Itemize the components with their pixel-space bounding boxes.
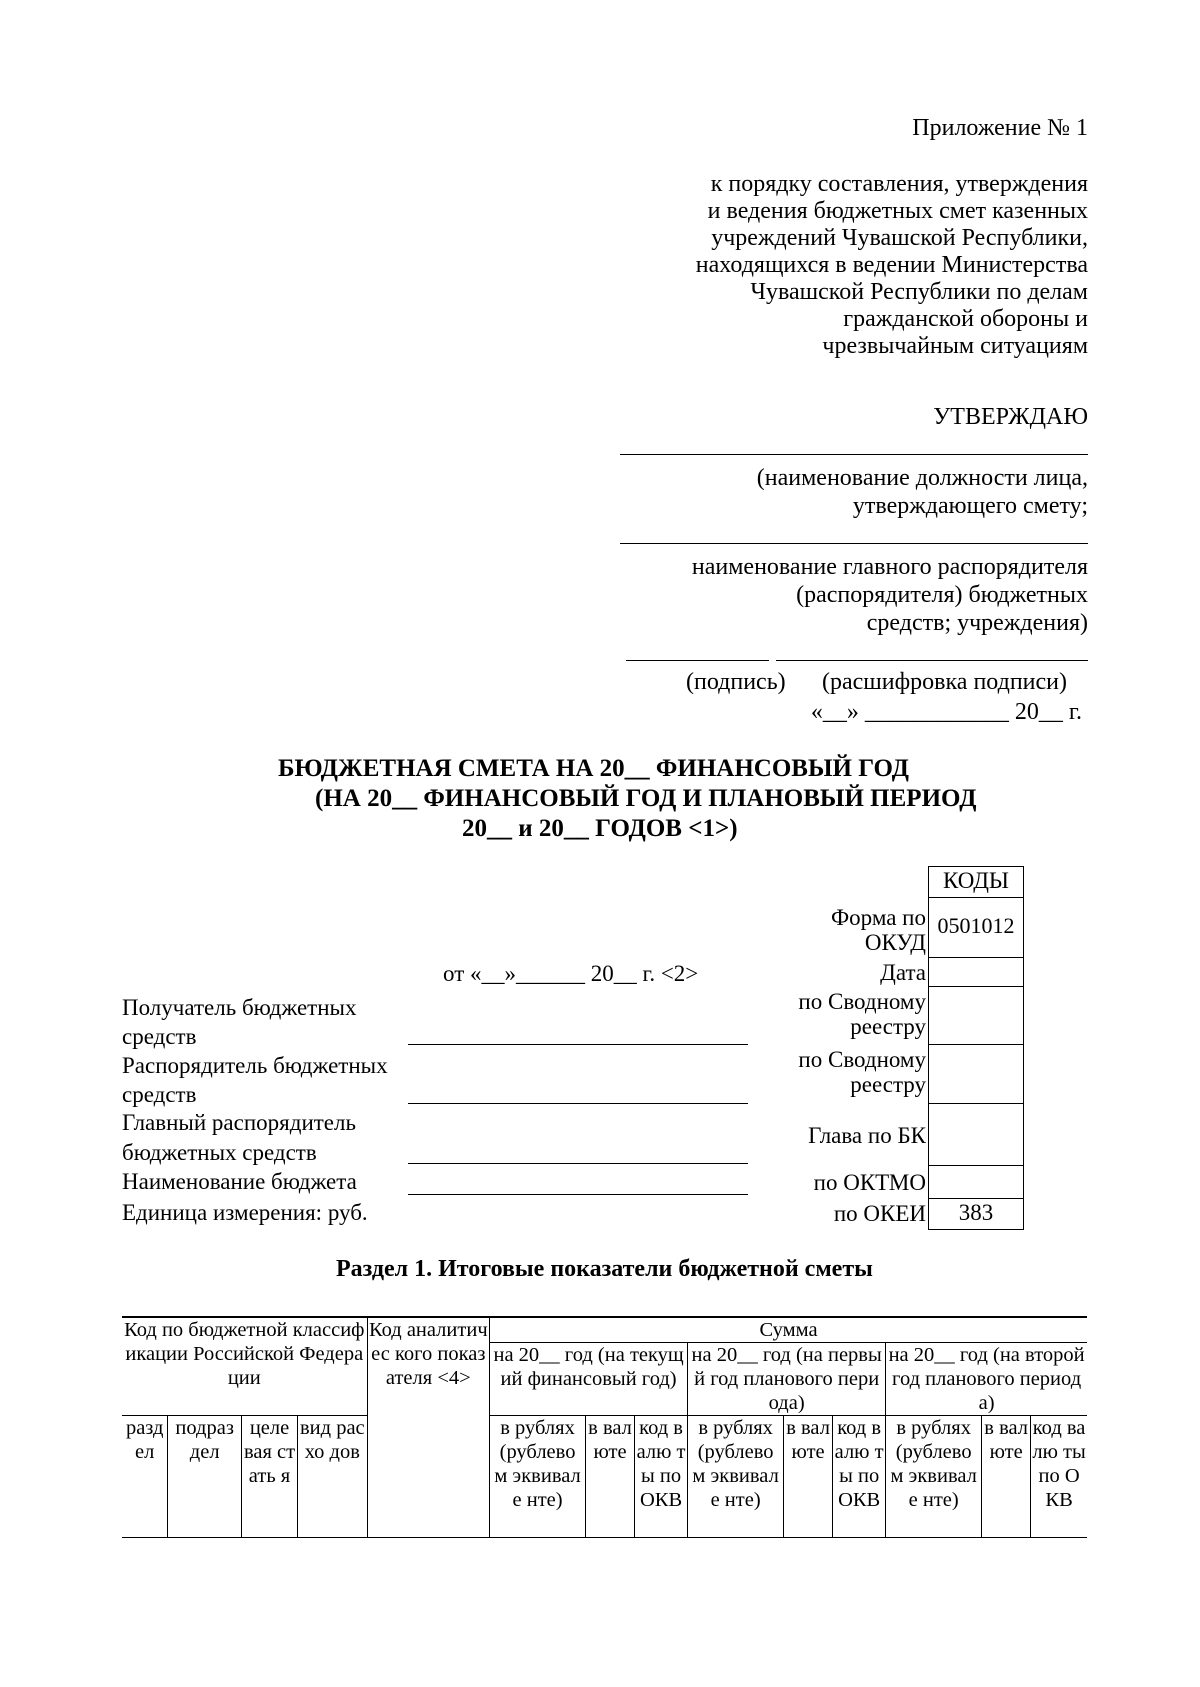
table-subheader-row: [122, 1416, 1087, 1538]
header-cell: целе вая стать я: [241, 1416, 297, 1538]
oktmo-label: по ОКТМО: [813, 1170, 926, 1195]
appendix-title: Приложение № 1: [912, 115, 1088, 141]
header-cell: на 20__ год (на текущий финансовый год): [490, 1343, 688, 1416]
header-cell: на 20__ год (на второй год планового периода): [886, 1343, 1087, 1416]
doc-title-line3: 20__ и 20__ ГОДОВ <1>): [462, 815, 738, 842]
appendix-line: и ведения бюджетных смет казенных: [707, 198, 1088, 224]
field-line: Получатель бюджетных: [122, 995, 357, 1020]
appendix-line: учреждений Чувашской Республики,: [711, 225, 1088, 251]
appendix-line: к порядку составления, утверждения: [710, 171, 1088, 197]
okei-label: по ОКЕИ: [833, 1201, 926, 1226]
header-cell: код валю ты по ОКВ: [1031, 1416, 1087, 1538]
header-cell: в рублях (рублево м эквивале нте): [886, 1416, 982, 1538]
main-manager-label: [122, 1108, 356, 1168]
header-cell: в вал юте: [784, 1416, 833, 1538]
codes-header: КОДЫ: [928, 866, 1024, 898]
approval-date: «__» ____________ 20__ г.: [810, 699, 1082, 725]
decode-label: (расшифровка подписи): [822, 669, 1067, 695]
appendix-line: находящихся в ведении Министерства: [695, 252, 1088, 278]
date-box: [928, 957, 1024, 987]
header-cell: Код по бюджетной классификации Российской Федерации: [122, 1317, 367, 1416]
doc-title-line1: БЮДЖЕТНАЯ СМЕТА НА 20__ ФИНАНСОВЫЙ ГОД: [278, 755, 909, 782]
note-line: средств; учреждения): [866, 610, 1088, 636]
appendix-line: чрезвычайным ситуациям: [822, 333, 1088, 359]
header-cell: подраз дел: [168, 1416, 242, 1538]
field-line: бюджетных средств: [122, 1140, 317, 1165]
budget-name-label: Наименование бюджета: [122, 1169, 357, 1194]
oktmo-box: [928, 1165, 1024, 1199]
position-underline: [620, 454, 1088, 455]
svod-label-line: по Сводному: [798, 989, 926, 1014]
header-cell: в вал юте: [586, 1416, 635, 1538]
field-line: Главный распорядитель: [122, 1110, 356, 1135]
budget-name-underline: [408, 1194, 748, 1195]
signature-label: (подпись): [686, 669, 786, 695]
okei-box: 383: [928, 1198, 1024, 1230]
svod-label-line: по Сводному: [798, 1047, 926, 1072]
appendix-line: Чувашской Республики по делам: [750, 279, 1088, 305]
approval-heading: УТВЕРЖДАЮ: [933, 404, 1088, 430]
note-line: (распорядителя) бюджетных: [796, 582, 1088, 608]
date-label: Дата: [880, 960, 926, 985]
header-cell: в рублях (рублево м эквивале нте): [490, 1416, 586, 1538]
chapter-box: [928, 1103, 1024, 1166]
svod-box-2: [928, 1044, 1024, 1104]
header-cell: Код аналитичес кого показателя <4>: [367, 1317, 490, 1416]
recipient-label: [122, 993, 356, 1051]
decode-underline: [776, 660, 1088, 661]
manager-underline: [620, 543, 1088, 544]
svod-label-line: реестру: [850, 1014, 926, 1039]
header-cell: код валю ты по ОКВ: [833, 1416, 886, 1538]
manager-note: [692, 553, 1088, 637]
manager-underline-field: [408, 1103, 748, 1104]
header-cell: [367, 1416, 490, 1538]
svod-box-1: [928, 986, 1024, 1045]
okud-box: 0501012: [928, 897, 1024, 958]
position-note: [757, 464, 1088, 520]
recipient-underline: [408, 1044, 748, 1045]
svod-label-line: реестру: [850, 1072, 926, 1097]
from-date: от «__»______ 20__ г. <2>: [443, 961, 699, 986]
doc-title-line2: (НА 20__ ФИНАНСОВЫЙ ГОД И ПЛАНОВЫЙ ПЕРИОД: [315, 785, 977, 812]
chapter-label: Глава по БК: [808, 1123, 926, 1148]
table-header-row: [122, 1317, 1087, 1343]
okud-label: [666, 905, 926, 955]
field-line: средств: [122, 1024, 197, 1049]
unit-label: Единица измерения: руб.: [122, 1200, 368, 1225]
main-manager-underline: [408, 1163, 748, 1164]
okud-label-line: Форма по: [831, 905, 926, 930]
okud-label-line: ОКУД: [864, 930, 926, 955]
summary-table: [122, 1316, 1087, 1538]
note-line: утверждающего смету;: [852, 493, 1088, 519]
appendix-subtitle: [696, 171, 1088, 360]
field-line: Распорядитель бюджетных: [122, 1053, 388, 1078]
manager-label: [122, 1051, 388, 1109]
header-cell: на 20__ год (на первый год планового периода): [688, 1343, 886, 1416]
header-cell: разд ел: [122, 1416, 168, 1538]
signature-underline: [626, 660, 769, 661]
svod-label-1: [666, 989, 926, 1039]
note-line: наименование главного распорядителя: [691, 554, 1088, 580]
section1-title: Раздел 1. Итоговые показатели бюджетной сметы: [336, 1256, 873, 1282]
header-cell: в вал юте: [982, 1416, 1031, 1538]
note-line: (наименование должности лица,: [756, 465, 1088, 491]
header-cell: в рублях (рублево м эквивале нте): [688, 1416, 784, 1538]
header-cell: код валю ты по ОКВ: [635, 1416, 688, 1538]
appendix-line: гражданской обороны и: [843, 306, 1088, 332]
svod-label-2: [666, 1047, 926, 1097]
header-cell: Сумма: [490, 1317, 1087, 1343]
header-cell: вид расхо дов: [298, 1416, 367, 1538]
field-line: средств: [122, 1082, 197, 1107]
